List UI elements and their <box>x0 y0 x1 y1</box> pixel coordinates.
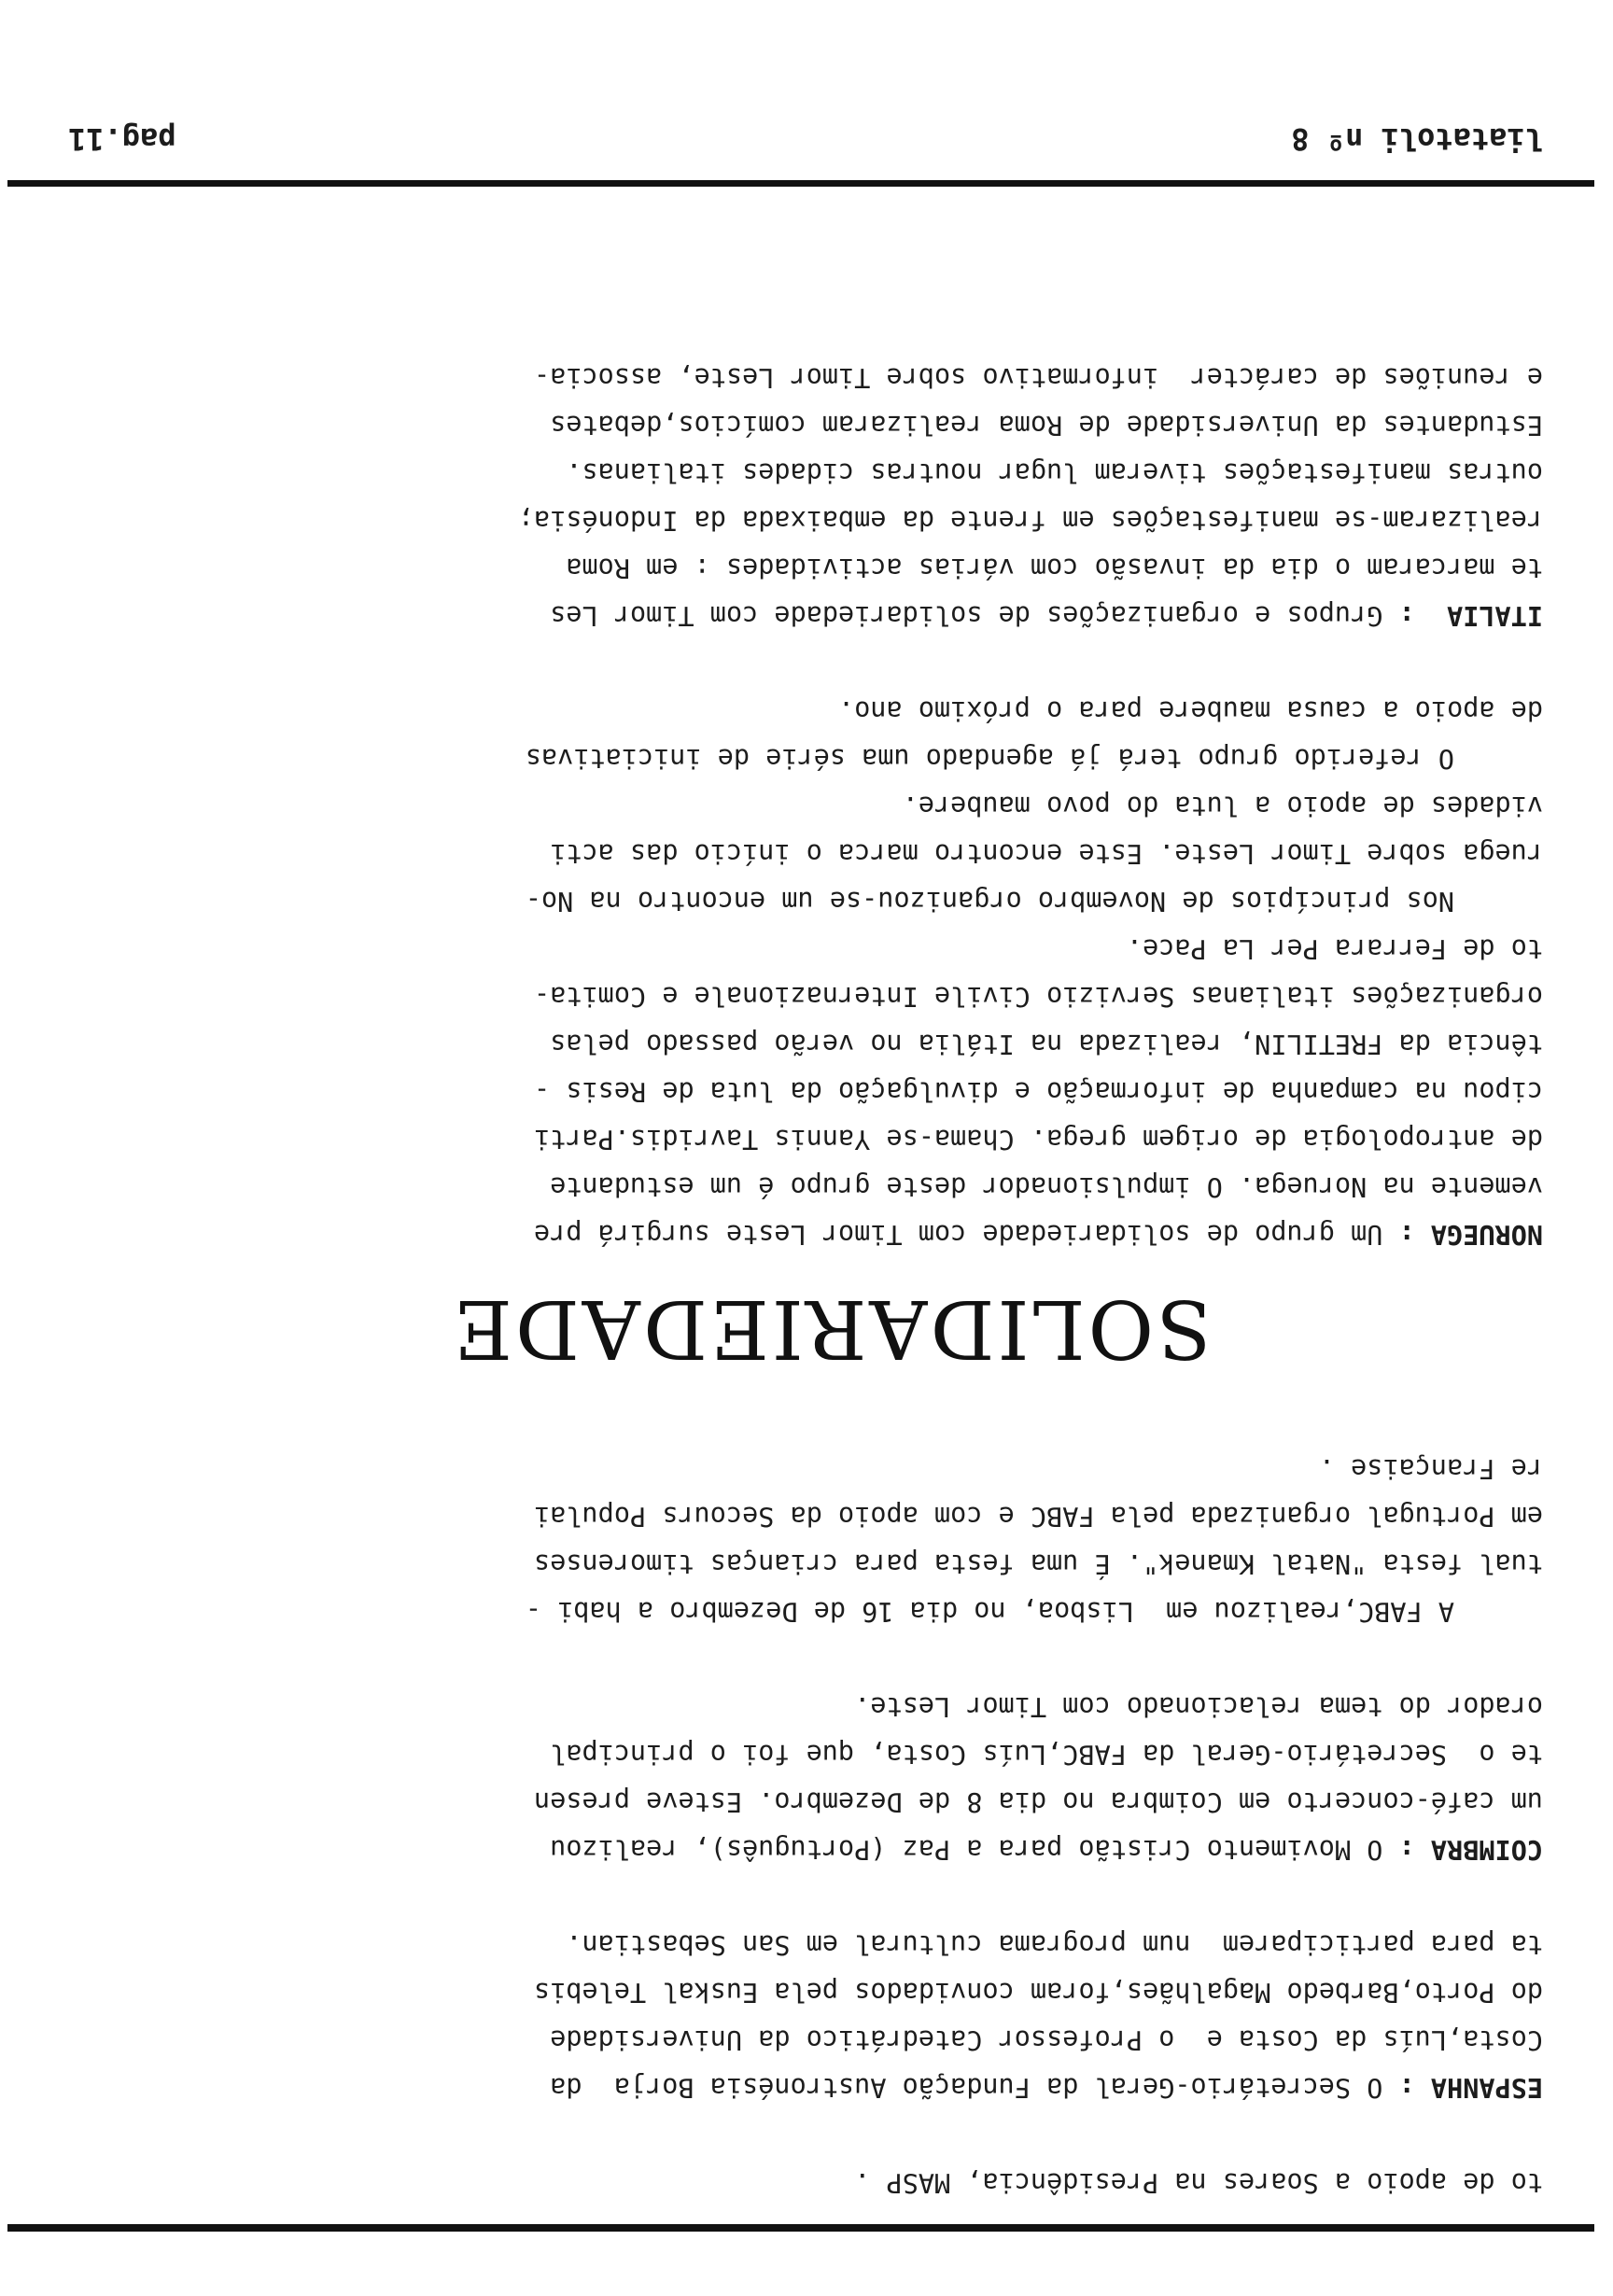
section-heading: SOLIDARIEDADE <box>451 1281 1212 1375</box>
top-divider <box>7 2224 1594 2232</box>
text-line: ruega sobre Timor Leste. Este encontro marca o início das acti <box>550 838 1543 869</box>
text-line: Estudantes da Universidade de Roma realizaram comícios,debates <box>550 410 1543 441</box>
text-line: organizações italianas Servizio Civile Internazionale e Comita- <box>534 981 1543 1012</box>
body-text <box>87 354 1543 2206</box>
issue-label: liatatoli nº 8 <box>1291 121 1543 157</box>
text-line: vemente na Noruega. O impulsionador deste grupo é um estudante <box>550 1171 1543 1202</box>
label-coimbra: COIMBRA : <box>1398 1834 1543 1865</box>
text-line: Costa,Luís da Costa e o Professor Catedrático da Universidade <box>550 2024 1543 2055</box>
text-line: to de Ferrara Per La Pace. <box>1126 933 1543 964</box>
paragraph-espanha <box>87 2064 1543 2111</box>
paragraph-noruega <box>87 1211 1543 1258</box>
text-line: tência da FRETILIN, realizada na Itália no verão passado pelas <box>550 1029 1543 1059</box>
text-line: te marcaram o dia da invasão com várias actividades : em Roma <box>566 553 1543 583</box>
text-line: vidades de apoio a luta do povo maubere. <box>902 791 1543 821</box>
paragraph-coimbra <box>87 1826 1543 1873</box>
text-line: do Porto,Barbedo Magalhães,foram convidados pela Euskal Telebis <box>534 1977 1543 2008</box>
text-line: orador do tema relacionado com Timor Leste. <box>854 1691 1543 1722</box>
text-line: Nos princípios de Novembro organizou-se um encontro na No- <box>525 886 1454 917</box>
text-line: ta para participarem num programa cultural em San Sebastian. <box>566 1929 1543 1960</box>
text-line: re Française . <box>1318 1453 1543 1484</box>
text-line: to de apoio a Soares na Presidência, MASP . <box>854 2167 1543 2198</box>
label-espanha: ESPANHA : <box>1398 2072 1543 2103</box>
text-line: te o Secretário-Geral da FABC,Luís Costa, que foi o principal <box>550 1739 1543 1770</box>
page-number: pag.11 <box>68 121 176 157</box>
text-line: tual festa "Natal Kmanek". É uma festa para crianças timorenses <box>534 1548 1543 1579</box>
text-line: O referido grupo terá já agendado uma série de iniciativas <box>525 743 1454 774</box>
paragraph-italia <box>87 592 1543 639</box>
text-line: cipou na campanha de informação e divulgação da luta de Resis - <box>534 1076 1543 1107</box>
label-italia: ITALIA : <box>1398 600 1543 631</box>
text-line: de apoio a causa maubere para o próximo ano. <box>838 695 1543 726</box>
label-noruega: NORUEGA : <box>1398 1219 1543 1250</box>
text-line: em Portugal organizada pela FABC e com apoio da Secours Populai <box>534 1501 1543 1532</box>
text-line: Um grupo de solidariedade com Timor Leste surgirá pre <box>534 1219 1399 1250</box>
text-line: A FABC,realizou em Lisboa, no dia 16 de Dezembro a habi - <box>525 1596 1454 1627</box>
text-line: O Movimento Cristão para a Paz (Português), realizou <box>550 1834 1399 1865</box>
text-line: Grupos e organizações de solidariedade com Timor Les <box>550 600 1399 631</box>
text-line: de antropologia de origem grega. Chama-se Yannis Tavridis.Parti <box>534 1124 1543 1155</box>
text-line: um café-concerto em Coimbra no dia 8 de Dezembro. Esteve presen <box>534 1786 1543 1817</box>
text-line: realizaram-se manifestações em frente da embaixada da Indonésia; <box>517 505 1543 536</box>
text-line: e reuniões de carácter informativo sobre Timor Leste, associa- <box>534 362 1543 393</box>
text-line: O Secretário-Geral da Fundação Austronésia Borja da <box>550 2072 1399 2103</box>
bottom-divider <box>7 180 1594 187</box>
text-line: outras manifestações tiveram lugar noutras cidades italianas. <box>566 457 1543 488</box>
